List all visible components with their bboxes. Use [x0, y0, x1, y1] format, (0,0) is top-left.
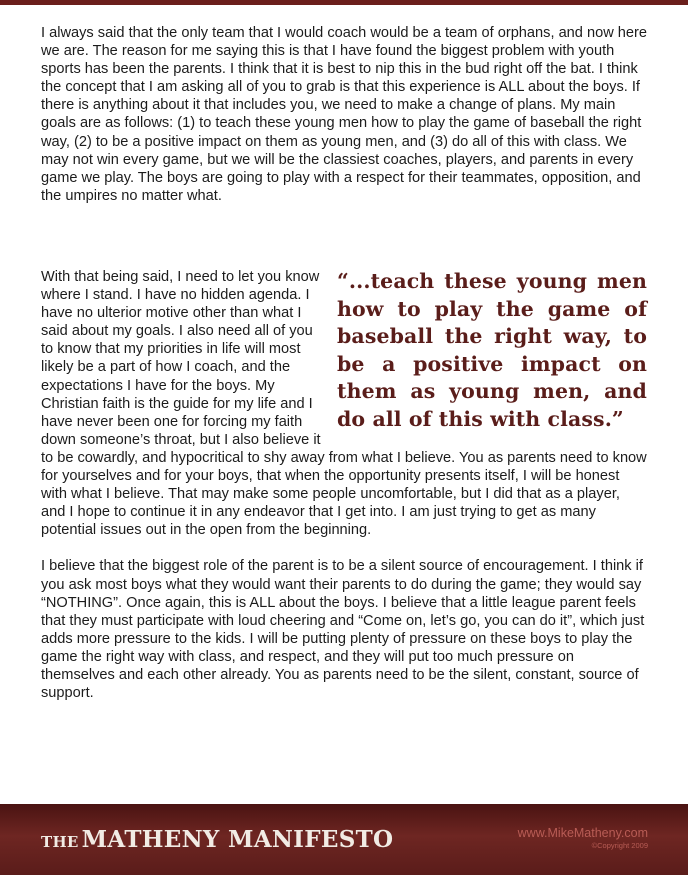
footer-bar — [0, 804, 688, 875]
footer-title-prefix: THE — [41, 833, 79, 851]
pull-quote: “...teach these young men how to play the game of baseball the right way, to be a positive impact on them as young men, and do all of this with class.” — [337, 269, 647, 431]
paragraph-parent-role: I believe that the biggest role of the parent is to be a silent source of encouragement. I think if you ask most boys what they would want their parents to do during the game; they would say “NOTHING”. Once again, this is ALL about the boys. I believe that a little league parent feels that they must participate with loud cheering and “Come on, let’s go, you can do it”, which just adds more pressure to the kids. I will be putting plenty of pressure on these boys to play the game the right way with class, and respect, and they will put too much pressure on themselves and each other already. You as parents need to be the silent, constant, source of support. — [41, 558, 645, 702]
footer-copyright: ©Copyright 2009 — [591, 841, 648, 850]
paragraph-intro: I always said that the only team that I would coach would be a team of orphans, and now here we are. The reason for me saying this is that I have found the biggest problem with youth sports has been the parents. I think that it is best to nip this in the bud right off the bat. I think the concept that I am asking all of you to grab is that this experience is ALL about the boys. If there is anything about it that includes you, we need to make a change of plans. My main goals are as follows: (1) to teach these young men how to play the game of baseball the right way, (2) to be a positive impact on them as young men, and (3) do all of this with class. We may not win every game, but we will be the classiest coaches, players, and parents in every game we play. The boys are going to play with a respect for their teammates, opposition, and the umpires no matter what. — [41, 25, 648, 204]
footer-title-main: MATHENY MANIFESTO — [81, 826, 394, 853]
top-rule — [0, 0, 688, 5]
manifesto-page — [41, 24, 647, 702]
footer-title — [41, 826, 393, 853]
footer-website-link[interactable]: www.MikeMatheny.com — [517, 826, 648, 840]
paragraph-2-block — [41, 268, 647, 539]
paragraph-where-i-stand: With that being said, I need to let you know where I stand. I have no hidden agenda. I have no ulterior motive other than what I said about my goals. I also need all of you to know that my priorities in life will most likely be a part of how I coach, and the expectations I have for the boys. My Christian faith is the guide for my life and I have never been one for forcing my faith down someone’s throat, but I also believe it to be cowardly, and hypocritical to shy away from what I believe. You as parents need to know for yourselves and for your boys, that when the opportunity presents itself, I will be honest with what I believe. That may make some people uncomfortable, but I did that as a player, and I hope to continue it in any endeavor that I get into. I am just trying to get as many potential issues out in the open from the beginning. — [41, 269, 647, 539]
